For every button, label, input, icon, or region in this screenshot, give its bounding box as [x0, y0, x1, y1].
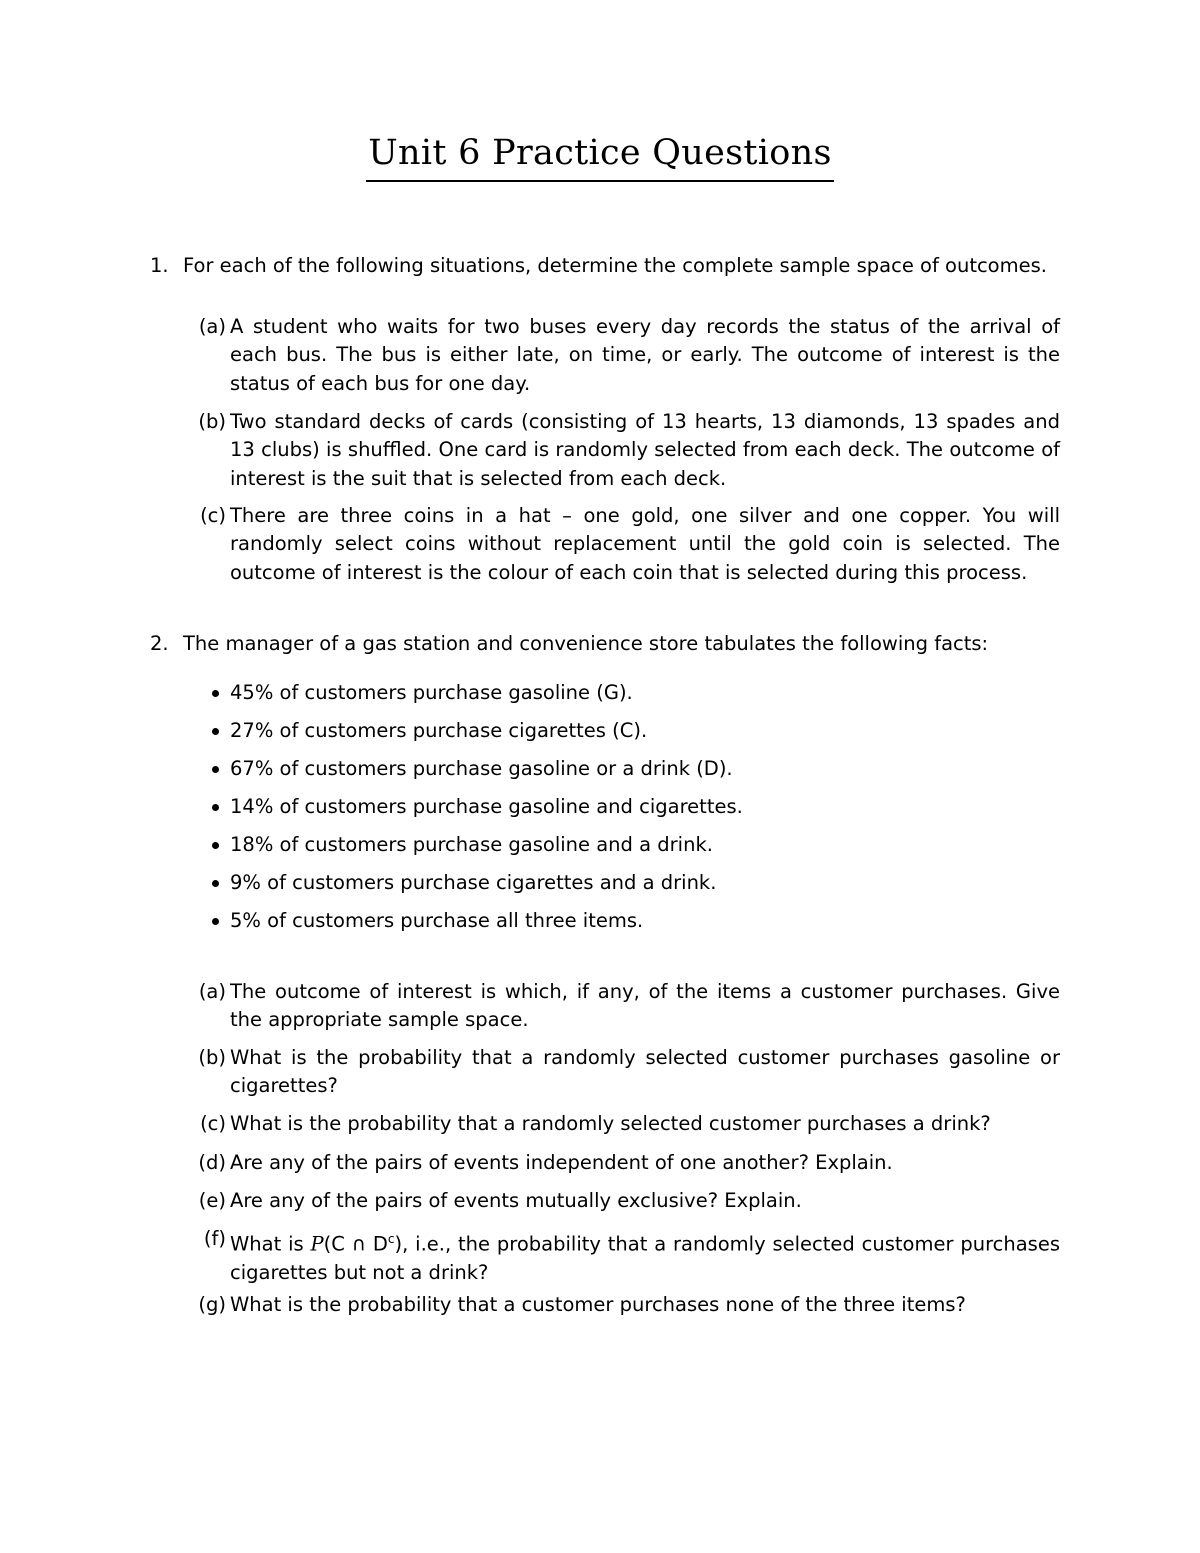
part-label: (a) — [198, 315, 226, 338]
bullet-icon — [212, 842, 219, 849]
fact-item — [230, 755, 1060, 783]
question-number: 2. — [150, 632, 169, 655]
part-text: Are any of the pairs of events independent of one another? Explain. — [230, 1151, 893, 1174]
fact-text: 67% of customers purchase gasoline or a drink (D). — [230, 757, 733, 780]
question-stem: The manager of a gas station and convenience store tabulates the following facts: — [183, 632, 989, 655]
question-2 — [150, 630, 1060, 658]
bullet-icon — [212, 766, 219, 773]
part-label: (c) — [200, 504, 226, 527]
part-text: The outcome of interest is which, if any, of the items a customer purchases. Give the appropriate sample space. — [230, 980, 1060, 1032]
fact-item — [230, 831, 1060, 859]
part-label: (b) — [198, 1046, 226, 1069]
bullet-icon — [212, 690, 219, 697]
part-text: What is the probability that a customer purchases none of the three items? — [230, 1293, 966, 1316]
question-2-part-g — [198, 1291, 1060, 1319]
question-stem: For each of the following situations, determine the complete sample space of outcomes. — [183, 254, 1047, 277]
page-title: Unit 6 Practice Questions — [366, 132, 834, 182]
fact-item — [230, 869, 1060, 897]
bullet-icon — [212, 804, 219, 811]
fact-text: 18% of customers purchase gasoline and a drink. — [230, 833, 713, 856]
math-expression: (C ∩ D — [323, 1232, 388, 1256]
math-close: ) — [394, 1232, 403, 1256]
math-superscript: c — [387, 1232, 395, 1246]
question-1-part-c — [200, 502, 1060, 587]
bullet-icon — [212, 918, 219, 925]
fact-item — [230, 679, 1060, 707]
question-2-part-d — [198, 1149, 1060, 1177]
question-2-part-c — [200, 1110, 1060, 1138]
part-text: Are any of the pairs of events mutually exclusive? Explain. — [230, 1189, 802, 1212]
fact-item — [230, 717, 1060, 745]
fact-item — [230, 793, 1060, 821]
question-1-part-a — [198, 313, 1060, 398]
question-2-part-b — [198, 1044, 1060, 1101]
part-text: Two standard decks of cards (consisting of 13 hearts, 13 diamonds, 13 spades and 13 clubs) is shuffled. One card is randomly selected from each deck. The outcome of interest is the suit that is selected from each deck. — [230, 410, 1060, 490]
part-text: What is the probability that a randomly selected customer purchases gasoline or cigarettes? — [230, 1046, 1060, 1098]
title-block — [0, 132, 1200, 182]
part-label: (f) — [203, 1227, 226, 1250]
bullet-icon — [212, 728, 219, 735]
question-1-part-b — [198, 408, 1060, 493]
fact-text: 14% of customers purchase gasoline and cigarettes. — [230, 795, 743, 818]
part-text: A student who waits for two buses every day records the status of the arrival of each bus. The bus is either late, on time, or early. The outcome of interest is the status of each bus for one day. — [230, 315, 1060, 395]
part-text: There are three coins in a hat – one gold, one silver and one copper. You will randomly select coins without replacement until the gold coin is selected. The outcome of interest is the colour of each coin that is selected during this process. — [230, 504, 1060, 584]
part-label: (d) — [198, 1151, 226, 1174]
bullet-icon — [212, 880, 219, 887]
part-label: (c) — [200, 1112, 226, 1135]
fact-text: 9% of customers purchase cigarettes and a drink. — [230, 871, 717, 894]
question-2-part-f — [203, 1225, 1060, 1287]
part-text-prefix: What is — [230, 1232, 311, 1256]
math-probability-symbol: P — [310, 1232, 324, 1256]
part-label: (g) — [198, 1293, 226, 1316]
question-1 — [150, 252, 1060, 280]
fact-text: 5% of customers purchase all three items. — [230, 909, 644, 932]
fact-text: 45% of customers purchase gasoline (G). — [230, 681, 633, 704]
part-label: (e) — [198, 1189, 226, 1212]
question-2-part-e — [198, 1187, 1060, 1215]
fact-text: 27% of customers purchase cigarettes (C). — [230, 719, 648, 742]
fact-item — [230, 907, 1060, 935]
question-2-part-a — [198, 978, 1060, 1035]
part-label: (a) — [198, 980, 226, 1003]
question-number: 1. — [150, 254, 169, 277]
part-text-suffix: , i.e., the probability that a randomly selected customer purchases cigarettes but not a drink? — [230, 1232, 1060, 1284]
part-label: (b) — [198, 410, 226, 433]
part-text: What is the probability that a randomly selected customer purchases a drink? — [230, 1112, 991, 1135]
